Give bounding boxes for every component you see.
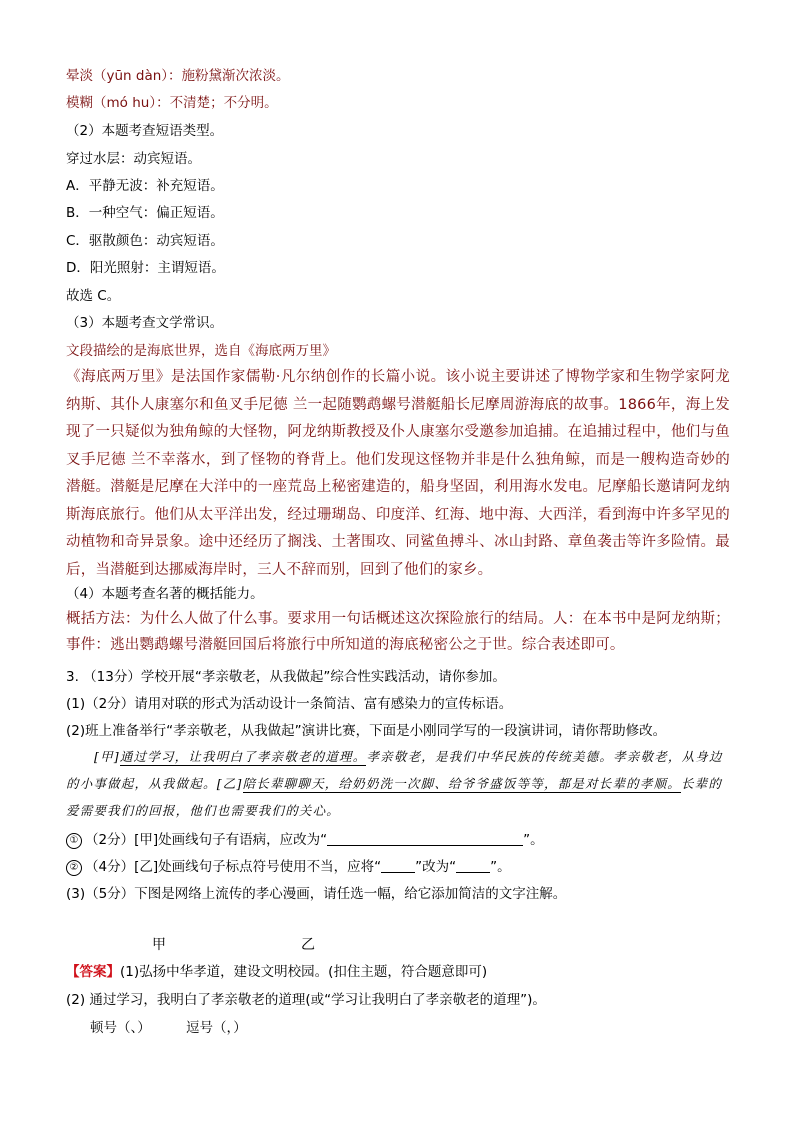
q2-option-b: B．一种空气：偏正短语。	[66, 205, 224, 221]
item-2: ② （4分）[乙]处画线句子标点符号使用不当，应将“ ”改为“ ”。	[66, 857, 511, 877]
answer-line-2: (2) 通过学习，我明白了孝亲敬老的道理(或“学习让我明白了孝亲敬老的道理”)。	[66, 992, 546, 1008]
q3-paragraph: 《海底两万里》是法国作家儒勒·凡尔纳创作的长篇小说。该小说主要讲述了博物学家和生物学家阿龙纳斯、其仆人康塞尔和鱼叉手尼德 兰一起随鹦鹉螺号潜艇船长尼摩周游海底的故事。1866年，海上发现了一只疑似为独角鲸的大怪物，阿龙纳斯教授及仆人康塞尔受邀参加追捕。在追捕过程中，他们与鱼叉手尼德 兰不幸落水，到了怪物的脊背上。他们发现这怪物并非是什么独角鲸，而是一艘构造奇妙的潜艇。潜艇是尼摩在大洋中的一座荒岛上秘密建造的，船身坚固，利用海水发电。尼摩船长邀请阿龙纳斯海底旅行。他们从太平洋出发，经过珊瑚岛、印度洋、红海、地中海、大西洋，看到海中许多罕见的动植物和奇异景象。途中还经历了搁浅、土著围攻、同鲨鱼搏斗、冰山封路、章鱼袭击等许多险情。最后，当潜艇到达挪威海岸时，三人不辞而别，回到了他们的家乡。	[66, 369, 730, 578]
item-1: ① （2分）[甲]处画线句子有语病，应改为“ ”。	[66, 830, 544, 850]
answer-line-3a: 顿号（、）	[90, 1020, 151, 1036]
question3-sub1: (1)（2分）请用对联的形式为活动设计一条简洁、富有感染力的宣传标语。	[66, 696, 513, 712]
circled-number-2: ②	[66, 860, 82, 876]
circled-number-1: ①	[66, 833, 82, 849]
comic-caption-b: 乙	[301, 937, 315, 953]
answer-blank-1[interactable]	[327, 832, 523, 846]
q3-note: 文段描绘的是海底世界，选自《海底两万里》	[66, 343, 336, 359]
question3-heading: 3. （13分）学校开展“孝亲敬老，从我做起”综合性实践活动，请你参加。	[66, 669, 506, 685]
answer-blank-3[interactable]	[456, 859, 490, 873]
question3-sub2: (2)班上准备举行“孝亲敬老，从我做起”演讲比赛，下面是小刚同学写的一段演讲词，请你帮助修改。	[66, 723, 667, 739]
answer-blank-2[interactable]	[381, 859, 415, 873]
speech-underline-b: 陪长辈聊聊天，给奶奶洗一次脚、给爷爷盛饭等等，都是对长辈的孝顺。	[242, 776, 681, 791]
q2-option-d: D．阳光照射：主谓短语。	[66, 260, 225, 276]
q3-intro: （3）本题考查文学常识。	[66, 315, 224, 331]
speech-passage	[66, 743, 730, 824]
q4-method: 概括方法：为什么人做了什么事。要求用一句话概述这次探险旅行的结局。人：在本书中是阿龙纳斯；事件：逃出鹦鹉螺号潜艇回国后将旅行中所知道的海底秘密公之于世。综合表述即可。	[66, 611, 730, 653]
question3-sub3: (3)（5分）下图是网络上流传的孝心漫画，请任选一幅，给它添加简洁的文字注解。	[66, 886, 567, 902]
speech-underline-a: 通过学习，让我明白了孝亲敬老的道理。	[119, 749, 367, 764]
q4-intro: （4）本题考查名著的概括能力。	[66, 586, 264, 602]
q2-option-c: C．驱散颜色：动宾短语。	[66, 233, 224, 249]
vocab-line-2: 模糊（mó hu）：不清楚；不分明。	[66, 95, 278, 111]
speech-tag-a: [甲]	[94, 749, 120, 764]
q2-intro: （2）本题考查短语类型。	[66, 123, 224, 139]
answer-line-1: 【答案】(1)弘扬中华孝道，建设文明校园。(扣住主题，符合题意即可)	[66, 964, 488, 980]
q2-answer: 故选 C。	[66, 288, 121, 304]
q2-item: 穿过水层：动宾短语。	[66, 151, 201, 167]
speech-tag-b: [乙]	[216, 776, 243, 791]
speech-tail: 长辈的爱需要我们的回报，他们也需要我们的关心。	[66, 776, 723, 818]
speech-mid: 孝亲敬老，是我们中华民族的传统美德。孝亲敬老，从身边的小事做起，从我做起。	[66, 749, 723, 791]
answer-label: 【答案】	[66, 964, 120, 980]
comic-caption-a: 甲	[152, 937, 166, 953]
answer-line-3b: 逗号（，）	[186, 1020, 247, 1036]
vocab-line-1: 晕淡（yūn dàn）：施粉黛渐次浓淡。	[66, 68, 290, 84]
q2-option-a: A．平静无波：补充短语。	[66, 178, 224, 194]
